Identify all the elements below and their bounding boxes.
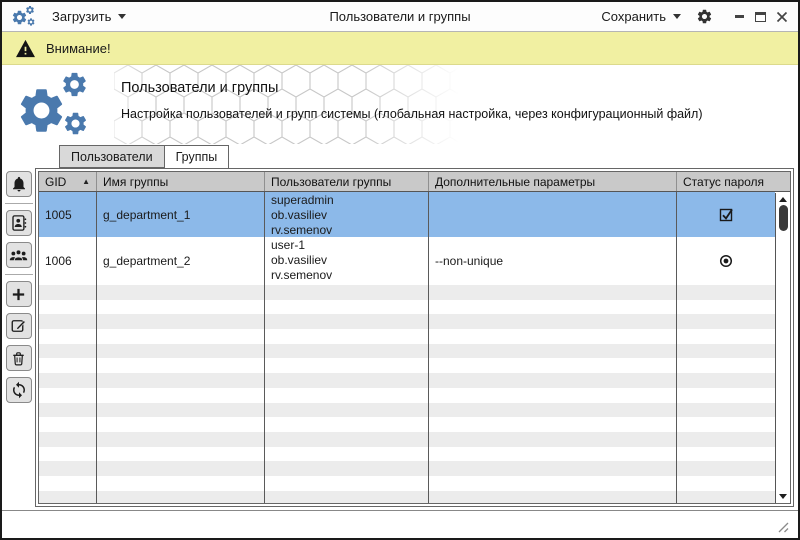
empty-cell bbox=[677, 476, 775, 491]
group-name-cell: g_department_1 bbox=[97, 192, 265, 237]
sort-ascending-icon: ▲ bbox=[82, 177, 90, 186]
empty-cell bbox=[677, 403, 775, 418]
empty-cell bbox=[677, 417, 775, 432]
maximize-button[interactable] bbox=[753, 9, 768, 24]
tab-groups[interactable]: Группы bbox=[164, 145, 230, 169]
add-button[interactable] bbox=[6, 281, 32, 307]
bell-icon bbox=[10, 175, 28, 193]
empty-cell bbox=[97, 432, 265, 447]
scroll-down-icon[interactable] bbox=[779, 494, 787, 499]
groups-button[interactable] bbox=[6, 242, 32, 268]
empty-cell bbox=[39, 447, 97, 462]
left-toolbar bbox=[2, 168, 35, 507]
table-filler-rows bbox=[39, 285, 775, 503]
table-header-row bbox=[39, 172, 790, 192]
refresh-button[interactable] bbox=[6, 377, 32, 403]
groups-table bbox=[38, 171, 791, 504]
close-button[interactable] bbox=[774, 9, 789, 24]
warning-triangle-icon bbox=[15, 39, 36, 58]
column-header-label: Пользователи группы bbox=[271, 174, 392, 189]
save-menu-button[interactable] bbox=[601, 9, 681, 24]
empty-cell bbox=[429, 417, 677, 432]
table-row-1005[interactable] bbox=[39, 192, 775, 237]
empty-cell bbox=[429, 432, 677, 447]
empty-cell bbox=[265, 358, 429, 373]
scrollbar-thumb[interactable] bbox=[779, 205, 788, 231]
empty-cell bbox=[429, 329, 677, 344]
empty-cell bbox=[97, 447, 265, 462]
table-empty-row[interactable] bbox=[39, 447, 775, 462]
maximize-icon bbox=[755, 12, 766, 22]
toolbar-separator bbox=[5, 203, 33, 204]
tab-users[interactable]: Пользователи bbox=[59, 145, 165, 168]
empty-cell bbox=[677, 358, 775, 373]
table-empty-row[interactable] bbox=[39, 300, 775, 315]
table-empty-row[interactable] bbox=[39, 285, 775, 300]
table-empty-row[interactable] bbox=[39, 461, 775, 476]
scroll-up-icon[interactable] bbox=[779, 197, 787, 202]
extra-params-cell bbox=[429, 192, 677, 237]
empty-cell bbox=[39, 344, 97, 359]
column-header-group-users[interactable] bbox=[265, 172, 429, 191]
contacts-button[interactable] bbox=[6, 210, 32, 236]
load-menu-button[interactable] bbox=[52, 9, 126, 24]
titlebar bbox=[2, 2, 798, 32]
empty-cell bbox=[677, 285, 775, 300]
group-name-cell: g_department_2 bbox=[97, 237, 265, 285]
empty-cell bbox=[429, 344, 677, 359]
edit-button[interactable] bbox=[6, 313, 32, 339]
empty-cell bbox=[39, 285, 97, 300]
notifications-button[interactable] bbox=[6, 171, 32, 197]
empty-cell bbox=[97, 476, 265, 491]
user-entry: ob.vasiliev bbox=[271, 252, 328, 267]
titlebar-right bbox=[601, 8, 789, 25]
empty-cell bbox=[265, 476, 429, 491]
empty-cell bbox=[97, 314, 265, 329]
save-menu-label: Сохранить bbox=[601, 9, 666, 24]
sync-icon bbox=[10, 381, 28, 399]
pencil-square-icon bbox=[10, 317, 28, 335]
empty-cell bbox=[39, 329, 97, 344]
empty-cell bbox=[677, 344, 775, 359]
empty-cell bbox=[265, 447, 429, 462]
address-book-icon bbox=[10, 214, 28, 232]
table-empty-row[interactable] bbox=[39, 388, 775, 403]
empty-cell bbox=[429, 403, 677, 418]
main-area bbox=[2, 168, 794, 507]
empty-cell bbox=[97, 388, 265, 403]
empty-cell bbox=[265, 417, 429, 432]
table-body bbox=[39, 192, 775, 503]
window-title: Пользователи и группы bbox=[329, 9, 471, 24]
empty-cell bbox=[39, 491, 97, 503]
table-empty-row[interactable] bbox=[39, 373, 775, 388]
empty-cell bbox=[677, 329, 775, 344]
titlebar-left bbox=[11, 5, 126, 29]
empty-cell bbox=[39, 314, 97, 329]
close-icon bbox=[776, 11, 788, 23]
empty-cell bbox=[97, 358, 265, 373]
column-header-group-name[interactable] bbox=[97, 172, 265, 191]
empty-cell bbox=[39, 476, 97, 491]
page-title: Пользователи и группы bbox=[121, 80, 279, 96]
empty-cell bbox=[677, 461, 775, 476]
hexagon-pattern bbox=[114, 65, 459, 144]
empty-cell bbox=[97, 403, 265, 418]
page-header bbox=[2, 65, 798, 145]
empty-cell bbox=[97, 344, 265, 359]
empty-cell bbox=[97, 417, 265, 432]
delete-button[interactable] bbox=[6, 345, 32, 371]
window-controls bbox=[732, 9, 789, 24]
warning-text: Внимание! bbox=[46, 40, 111, 56]
table-empty-row[interactable] bbox=[39, 344, 775, 359]
column-header-label: Дополнительные параметры bbox=[435, 174, 596, 189]
status-bar bbox=[2, 510, 798, 538]
empty-cell bbox=[677, 300, 775, 315]
load-menu-label: Загрузить bbox=[52, 9, 112, 24]
page-subtitle: Настройка пользователей и групп системы (глобальная настройка, через конфигурационный файл) bbox=[121, 107, 703, 121]
column-header-label: Статус пароля bbox=[683, 174, 765, 189]
toolbar-separator bbox=[5, 274, 33, 275]
empty-cell bbox=[677, 314, 775, 329]
table-row-1006[interactable] bbox=[39, 237, 775, 285]
column-header-label: GID bbox=[45, 174, 67, 189]
empty-cell bbox=[429, 300, 677, 315]
empty-cell bbox=[265, 491, 429, 503]
empty-cell bbox=[97, 373, 265, 388]
table-empty-row[interactable] bbox=[39, 491, 775, 503]
user-entry: ob.vasiliev bbox=[271, 207, 328, 222]
user-entry: user-1 bbox=[271, 238, 306, 252]
extra-params-cell: --non-unique bbox=[429, 237, 677, 285]
empty-cell bbox=[677, 491, 775, 503]
empty-cell bbox=[97, 461, 265, 476]
empty-cell bbox=[429, 285, 677, 300]
empty-cell bbox=[265, 461, 429, 476]
user-entry: rv.semenov bbox=[271, 222, 333, 237]
empty-cell bbox=[39, 358, 97, 373]
empty-cell bbox=[677, 447, 775, 462]
empty-cell bbox=[39, 373, 97, 388]
minimize-button[interactable] bbox=[732, 9, 747, 24]
users-groups-gears-icon bbox=[15, 70, 95, 140]
empty-cell bbox=[429, 476, 677, 491]
groups-panel bbox=[35, 168, 794, 507]
empty-cell bbox=[39, 461, 97, 476]
empty-cell bbox=[265, 329, 429, 344]
empty-cell bbox=[39, 300, 97, 315]
group-users-cell bbox=[265, 237, 429, 285]
checkbox-checked-icon[interactable] bbox=[719, 207, 734, 222]
gid-cell: 1005 bbox=[39, 192, 97, 237]
empty-cell bbox=[429, 491, 677, 503]
empty-cell bbox=[677, 388, 775, 403]
column-header-gid[interactable] bbox=[39, 172, 97, 191]
empty-cell bbox=[677, 432, 775, 447]
empty-cell bbox=[265, 314, 429, 329]
resize-grip-icon[interactable] bbox=[775, 519, 790, 534]
empty-cell bbox=[265, 373, 429, 388]
table-empty-row[interactable] bbox=[39, 476, 775, 491]
empty-cell bbox=[677, 373, 775, 388]
empty-cell bbox=[39, 432, 97, 447]
table-empty-row[interactable] bbox=[39, 417, 775, 432]
warning-banner bbox=[2, 32, 798, 65]
empty-cell bbox=[429, 447, 677, 462]
minimize-icon bbox=[735, 15, 744, 18]
radio-selected-icon[interactable] bbox=[719, 254, 733, 268]
table-empty-row[interactable] bbox=[39, 358, 775, 373]
caret-down-icon bbox=[673, 14, 681, 19]
tabbar bbox=[59, 145, 798, 168]
group-users-cell bbox=[265, 192, 429, 237]
empty-cell bbox=[39, 388, 97, 403]
empty-cell bbox=[265, 344, 429, 359]
empty-cell bbox=[97, 491, 265, 503]
empty-cell bbox=[429, 314, 677, 329]
table-empty-row[interactable] bbox=[39, 432, 775, 447]
user-entry: rv.semenov bbox=[271, 267, 333, 282]
empty-cell bbox=[97, 300, 265, 315]
column-header-password-status[interactable] bbox=[677, 172, 790, 191]
people-group-icon bbox=[9, 246, 28, 265]
empty-cell bbox=[265, 403, 429, 418]
empty-cell bbox=[265, 285, 429, 300]
table-empty-row[interactable] bbox=[39, 314, 775, 329]
table-empty-row[interactable] bbox=[39, 329, 775, 344]
trash-icon bbox=[10, 350, 27, 367]
empty-cell bbox=[265, 300, 429, 315]
gid-cell: 1006 bbox=[39, 237, 97, 285]
empty-cell bbox=[39, 403, 97, 418]
password-status-cell bbox=[677, 192, 775, 237]
caret-down-icon bbox=[118, 14, 126, 19]
column-header-label: Имя группы bbox=[103, 174, 169, 189]
user-entry: superadmin bbox=[271, 193, 334, 207]
empty-cell bbox=[265, 388, 429, 403]
empty-cell bbox=[97, 285, 265, 300]
empty-cell bbox=[429, 461, 677, 476]
app-logo-gears-icon bbox=[11, 5, 38, 29]
empty-cell bbox=[265, 432, 429, 447]
empty-cell bbox=[97, 329, 265, 344]
vertical-scrollbar[interactable] bbox=[775, 193, 790, 503]
empty-cell bbox=[39, 417, 97, 432]
plus-icon bbox=[10, 286, 27, 303]
settings-gear-icon[interactable] bbox=[696, 8, 713, 25]
empty-cell bbox=[429, 388, 677, 403]
column-header-extra-params[interactable] bbox=[429, 172, 677, 191]
empty-cell bbox=[429, 358, 677, 373]
password-status-cell bbox=[677, 237, 775, 285]
empty-cell bbox=[429, 373, 677, 388]
table-empty-row[interactable] bbox=[39, 403, 775, 418]
